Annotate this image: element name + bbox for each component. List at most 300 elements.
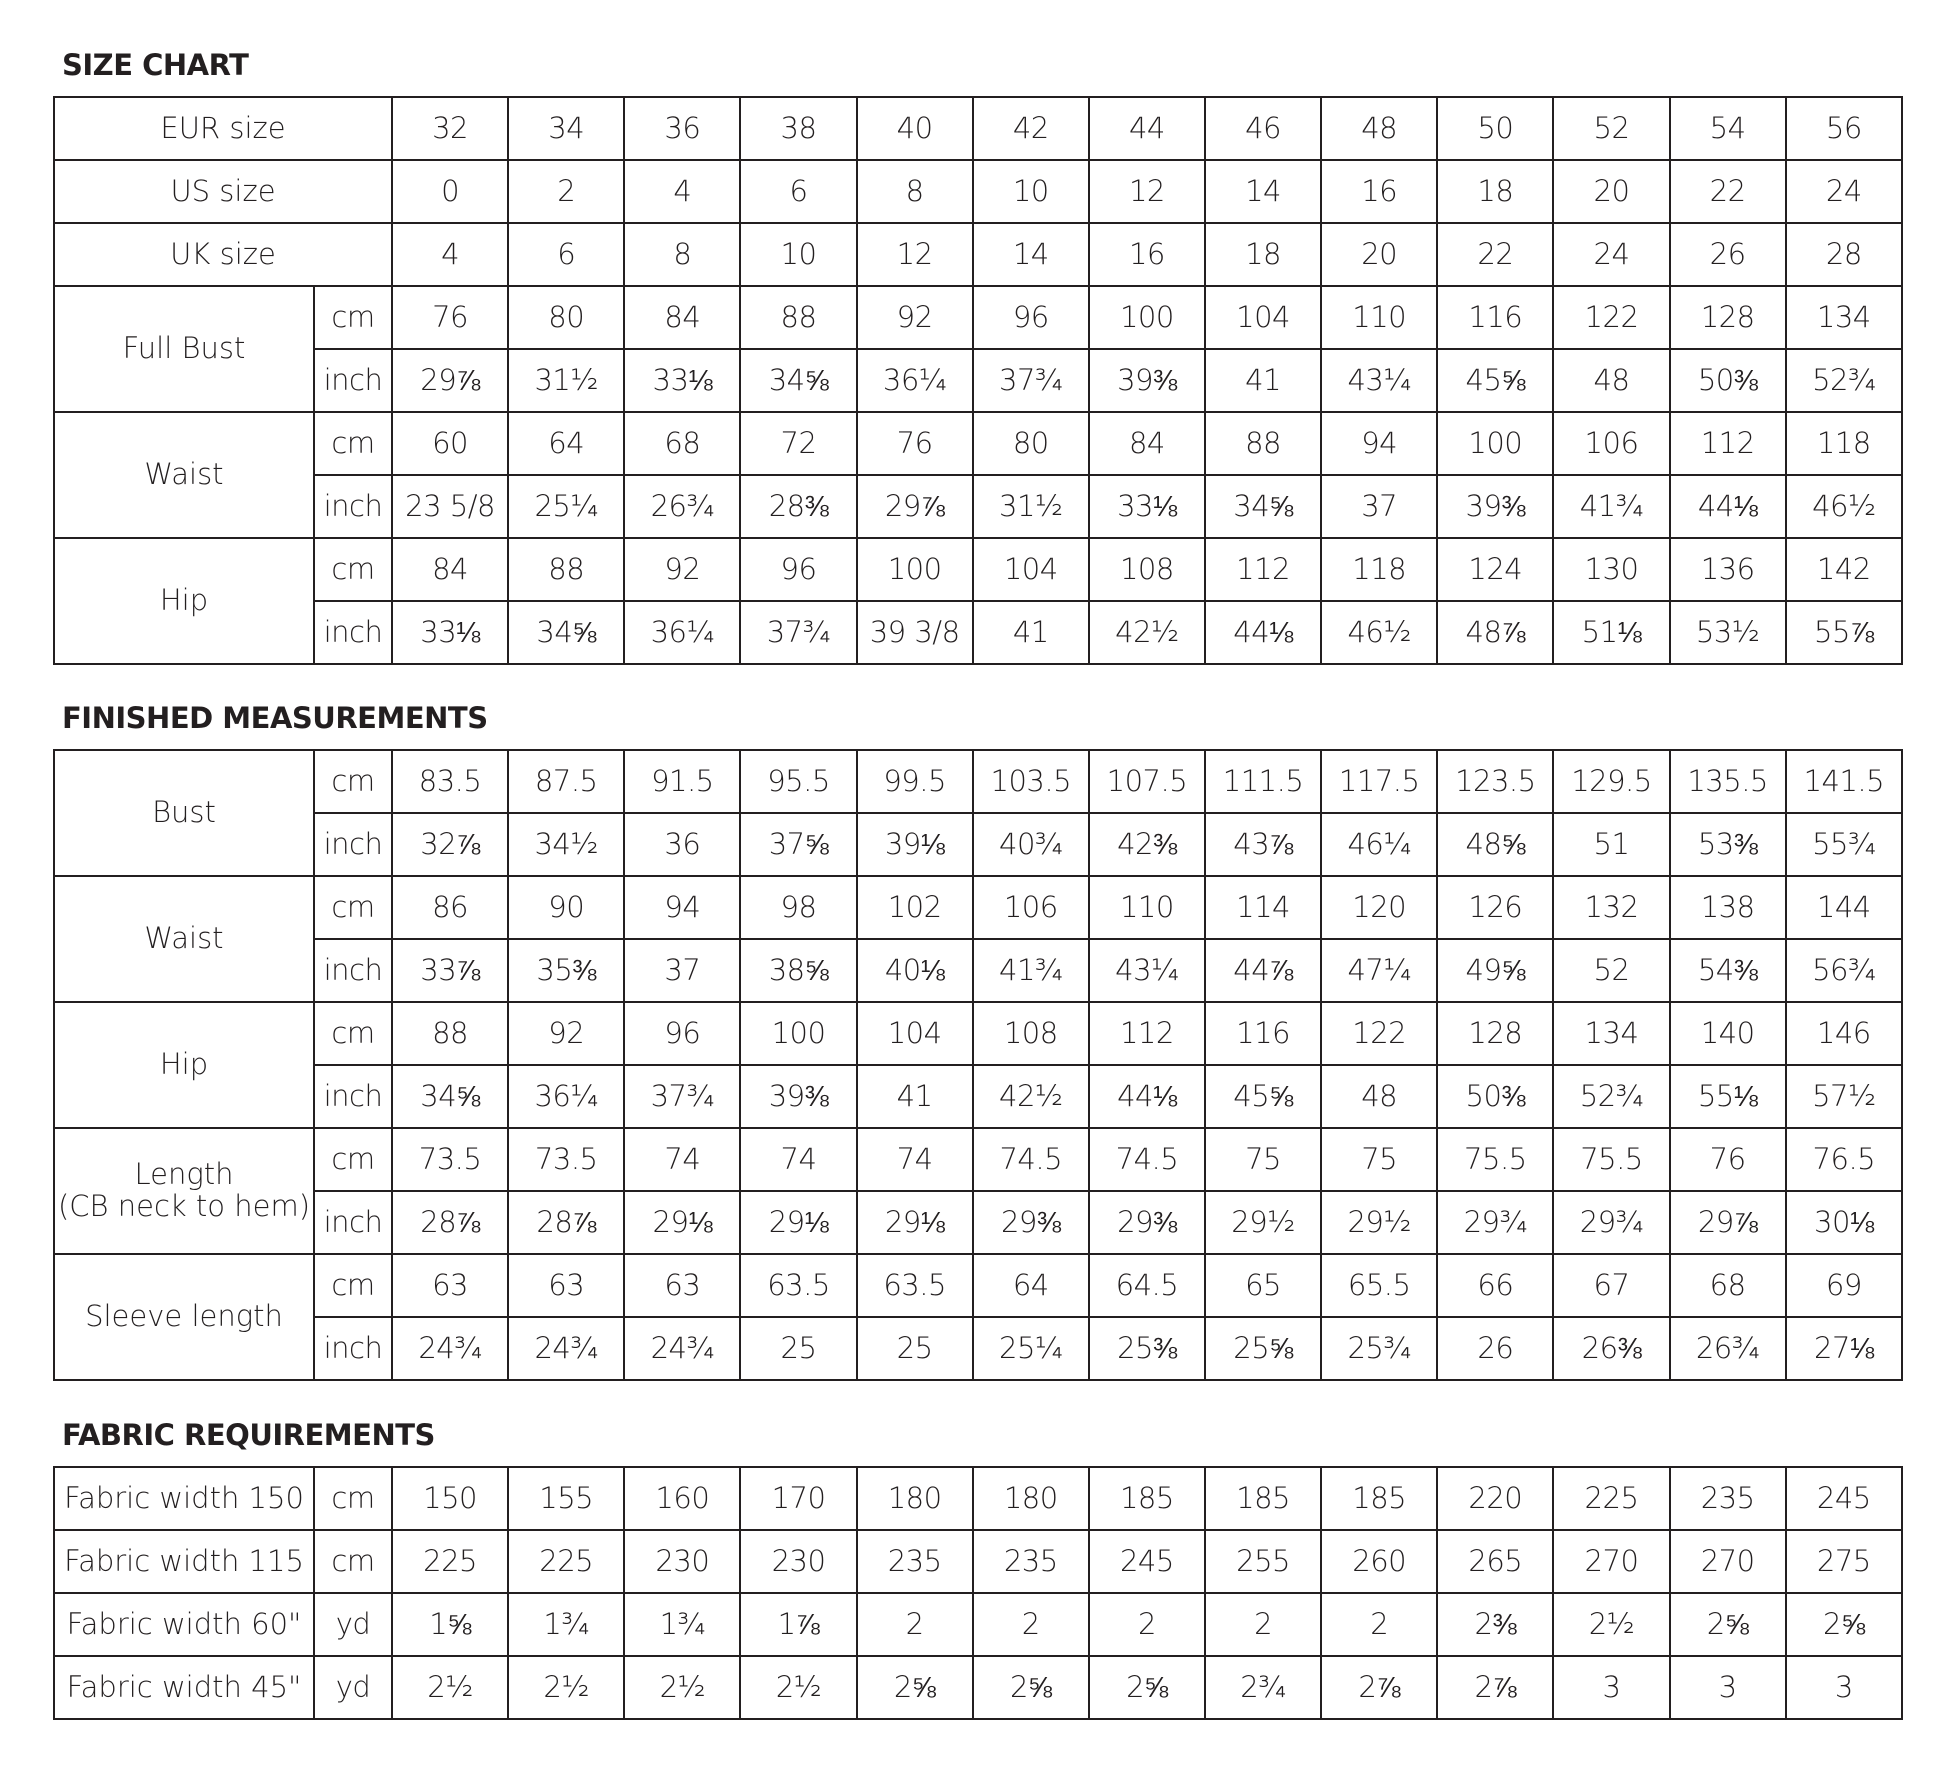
value-cell: 29½ xyxy=(1321,1191,1437,1254)
value-cell: 12 xyxy=(857,223,973,286)
value-cell: 74 xyxy=(740,1128,856,1191)
unit-cell: cm xyxy=(314,538,392,601)
value-cell: 57½ xyxy=(1786,1065,1902,1128)
value-cell: 66 xyxy=(1437,1254,1553,1317)
value-cell: 104 xyxy=(857,1002,973,1065)
measurement-row xyxy=(54,601,1902,664)
value-cell: 56 xyxy=(1786,97,1902,160)
value-cell: 88 xyxy=(392,1002,508,1065)
value-cell: 2½ xyxy=(1553,1593,1669,1656)
value-cell: 52¾ xyxy=(1553,1065,1669,1128)
value-cell: 2 xyxy=(1321,1593,1437,1656)
value-cell: 118 xyxy=(1786,412,1902,475)
value-cell: 38 xyxy=(740,97,856,160)
value-cell: 55⅞ xyxy=(1786,601,1902,664)
value-cell: 2⅝ xyxy=(973,1656,1089,1719)
value-cell: 112 xyxy=(1089,1002,1205,1065)
value-cell: 42 xyxy=(973,97,1089,160)
unit-cell: cm xyxy=(314,1530,392,1593)
value-cell: 24¾ xyxy=(392,1317,508,1380)
fabric-row xyxy=(54,1467,1902,1530)
measurement-label: Hip xyxy=(159,1047,209,1082)
value-cell: 265 xyxy=(1437,1530,1553,1593)
value-cell: 42½ xyxy=(1089,601,1205,664)
measurement-sublabel: (CB neck to hem) xyxy=(57,1189,311,1223)
measurement-label-cell xyxy=(54,1254,314,1380)
value-cell: 225 xyxy=(392,1530,508,1593)
value-cell: 84 xyxy=(392,538,508,601)
value-cell: 25 xyxy=(740,1317,856,1380)
value-cell: 34⅝ xyxy=(508,601,624,664)
fabric-requirements-table xyxy=(53,1466,1903,1720)
value-cell: 74.5 xyxy=(973,1128,1089,1191)
value-cell: 34⅝ xyxy=(740,349,856,412)
value-cell: 45⅝ xyxy=(1205,1065,1321,1128)
value-cell: 95.5 xyxy=(740,750,856,813)
value-cell: 2½ xyxy=(508,1656,624,1719)
value-cell: 2⅝ xyxy=(1670,1593,1786,1656)
value-cell: 8 xyxy=(624,223,740,286)
measurement-label: Bust xyxy=(152,795,216,830)
value-cell: 24¾ xyxy=(508,1317,624,1380)
value-cell: 116 xyxy=(1205,1002,1321,1065)
value-cell: 2⅝ xyxy=(1089,1656,1205,1719)
value-cell: 75 xyxy=(1205,1128,1321,1191)
value-cell: 18 xyxy=(1437,160,1553,223)
value-cell: 88 xyxy=(1205,412,1321,475)
value-cell: 48 xyxy=(1321,97,1437,160)
value-cell: 41 xyxy=(973,601,1089,664)
value-cell: 74 xyxy=(624,1128,740,1191)
value-cell: 65.5 xyxy=(1321,1254,1437,1317)
measurement-label-cell: Full Bust xyxy=(54,286,314,412)
value-cell: 8 xyxy=(857,160,973,223)
value-cell: 0 xyxy=(392,160,508,223)
value-cell: 52¾ xyxy=(1786,349,1902,412)
value-cell: 31½ xyxy=(973,475,1089,538)
value-cell: 2⅞ xyxy=(1321,1656,1437,1719)
value-cell: 74 xyxy=(857,1128,973,1191)
value-cell: 48 xyxy=(1321,1065,1437,1128)
value-cell: 37⅝ xyxy=(740,813,856,876)
value-cell: 41¾ xyxy=(973,939,1089,1002)
value-cell: 118 xyxy=(1321,538,1437,601)
value-cell: 23 5/8 xyxy=(392,475,508,538)
value-cell: 39⅜ xyxy=(740,1065,856,1128)
value-cell: 54⅜ xyxy=(1670,939,1786,1002)
measurement-row xyxy=(54,1128,1902,1191)
value-cell: 122 xyxy=(1553,286,1669,349)
measurement-row xyxy=(54,538,1902,601)
value-cell: 108 xyxy=(973,1002,1089,1065)
measurement-label-cell xyxy=(54,750,314,876)
value-cell: 49⅝ xyxy=(1437,939,1553,1002)
value-cell: 33⅛ xyxy=(1089,475,1205,538)
value-cell: 83.5 xyxy=(392,750,508,813)
size-label-cell: UK size xyxy=(54,223,392,286)
value-cell: 16 xyxy=(1089,223,1205,286)
measurement-label-cell xyxy=(54,1002,314,1128)
value-cell: 14 xyxy=(1205,160,1321,223)
size-row xyxy=(54,223,1902,286)
value-cell: 26 xyxy=(1437,1317,1553,1380)
unit-cell: inch xyxy=(314,939,392,1002)
value-cell: 29⅛ xyxy=(740,1191,856,1254)
value-cell: 76 xyxy=(857,412,973,475)
value-cell: 180 xyxy=(973,1467,1089,1530)
value-cell: 92 xyxy=(624,538,740,601)
value-cell: 10 xyxy=(973,160,1089,223)
value-cell: 32 xyxy=(392,97,508,160)
value-cell: 28⅜ xyxy=(740,475,856,538)
value-cell: 110 xyxy=(1089,876,1205,939)
value-cell: 36¼ xyxy=(508,1065,624,1128)
fabric-label-cell: Fabric width 60" xyxy=(54,1593,314,1656)
value-cell: 185 xyxy=(1321,1467,1437,1530)
value-cell: 155 xyxy=(508,1467,624,1530)
value-cell: 2⅞ xyxy=(1437,1656,1553,1719)
value-cell: 1⅝ xyxy=(392,1593,508,1656)
value-cell: 25¾ xyxy=(1321,1317,1437,1380)
value-cell: 43¼ xyxy=(1321,349,1437,412)
value-cell: 60 xyxy=(392,412,508,475)
value-cell: 50⅜ xyxy=(1670,349,1786,412)
value-cell: 1⅞ xyxy=(740,1593,856,1656)
value-cell: 64.5 xyxy=(1089,1254,1205,1317)
value-cell: 48⅝ xyxy=(1437,813,1553,876)
value-cell: 46½ xyxy=(1321,601,1437,664)
size-chart-body xyxy=(54,97,1902,664)
measurement-label-cell xyxy=(54,1128,314,1254)
value-cell: 76 xyxy=(1670,1128,1786,1191)
measurement-row xyxy=(54,939,1902,1002)
value-cell: 39 3/8 xyxy=(857,601,973,664)
measurement-row xyxy=(54,1065,1902,1128)
value-cell: 128 xyxy=(1437,1002,1553,1065)
size-row xyxy=(54,97,1902,160)
value-cell: 44⅛ xyxy=(1089,1065,1205,1128)
value-cell: 25¼ xyxy=(508,475,624,538)
value-cell: 55¾ xyxy=(1786,813,1902,876)
value-cell: 63.5 xyxy=(857,1254,973,1317)
value-cell: 94 xyxy=(1321,412,1437,475)
value-cell: 100 xyxy=(1089,286,1205,349)
value-cell: 106 xyxy=(1553,412,1669,475)
value-cell: 37¾ xyxy=(973,349,1089,412)
value-cell: 12 xyxy=(1089,160,1205,223)
value-cell: 36¼ xyxy=(624,601,740,664)
value-cell: 102 xyxy=(857,876,973,939)
value-cell: 25⅜ xyxy=(1089,1317,1205,1380)
value-cell: 33⅛ xyxy=(392,601,508,664)
value-cell: 63.5 xyxy=(740,1254,856,1317)
value-cell: 48 xyxy=(1553,349,1669,412)
value-cell: 32⅞ xyxy=(392,813,508,876)
value-cell: 2 xyxy=(1089,1593,1205,1656)
value-cell: 96 xyxy=(740,538,856,601)
value-cell: 26¾ xyxy=(624,475,740,538)
finished-measurements-table xyxy=(53,749,1903,1381)
value-cell: 270 xyxy=(1670,1530,1786,1593)
measurement-row xyxy=(54,349,1902,412)
value-cell: 235 xyxy=(973,1530,1089,1593)
fabric-requirements-body xyxy=(54,1467,1902,1719)
value-cell: 37¾ xyxy=(624,1065,740,1128)
value-cell: 10 xyxy=(740,223,856,286)
unit-cell: cm xyxy=(314,1467,392,1530)
value-cell: 29⅜ xyxy=(973,1191,1089,1254)
value-cell: 4 xyxy=(624,160,740,223)
value-cell: 123.5 xyxy=(1437,750,1553,813)
value-cell: 104 xyxy=(973,538,1089,601)
value-cell: 92 xyxy=(508,1002,624,1065)
value-cell: 63 xyxy=(508,1254,624,1317)
value-cell: 29⅞ xyxy=(392,349,508,412)
value-cell: 28⅞ xyxy=(508,1191,624,1254)
value-cell: 3 xyxy=(1553,1656,1669,1719)
value-cell: 74.5 xyxy=(1089,1128,1205,1191)
value-cell: 160 xyxy=(624,1467,740,1530)
value-cell: 45⅝ xyxy=(1437,349,1553,412)
value-cell: 64 xyxy=(508,412,624,475)
measurement-label-cell xyxy=(54,876,314,1002)
fabric-label-cell: Fabric width 150 xyxy=(54,1467,314,1530)
finished-measurements-title: FINISHED MEASUREMENTS xyxy=(62,701,488,735)
value-cell: 33⅞ xyxy=(392,939,508,1002)
unit-cell: inch xyxy=(314,601,392,664)
value-cell: 39⅛ xyxy=(857,813,973,876)
measurement-row xyxy=(54,813,1902,876)
value-cell: 37 xyxy=(624,939,740,1002)
fabric-label-cell: Fabric width 115 xyxy=(54,1530,314,1593)
value-cell: 29⅛ xyxy=(857,1191,973,1254)
value-cell: 75.5 xyxy=(1437,1128,1553,1191)
unit-cell: cm xyxy=(314,1254,392,1317)
value-cell: 225 xyxy=(1553,1467,1669,1530)
value-cell: 20 xyxy=(1553,160,1669,223)
value-cell: 4 xyxy=(392,223,508,286)
value-cell: 138 xyxy=(1670,876,1786,939)
value-cell: 46¼ xyxy=(1321,813,1437,876)
value-cell: 142 xyxy=(1786,538,1902,601)
value-cell: 34⅝ xyxy=(392,1065,508,1128)
unit-cell: yd xyxy=(314,1656,392,1719)
value-cell: 170 xyxy=(740,1467,856,1530)
value-cell: 86 xyxy=(392,876,508,939)
value-cell: 42½ xyxy=(973,1065,1089,1128)
value-cell: 44⅛ xyxy=(1205,601,1321,664)
value-cell: 29⅞ xyxy=(1670,1191,1786,1254)
value-cell: 1¾ xyxy=(624,1593,740,1656)
value-cell: 114 xyxy=(1205,876,1321,939)
value-cell: 100 xyxy=(857,538,973,601)
value-cell: 100 xyxy=(740,1002,856,1065)
value-cell: 6 xyxy=(740,160,856,223)
value-cell: 129.5 xyxy=(1553,750,1669,813)
value-cell: 2½ xyxy=(624,1656,740,1719)
value-cell: 84 xyxy=(1089,412,1205,475)
value-cell: 63 xyxy=(624,1254,740,1317)
value-cell: 24¾ xyxy=(624,1317,740,1380)
value-cell: 220 xyxy=(1437,1467,1553,1530)
value-cell: 98 xyxy=(740,876,856,939)
value-cell: 260 xyxy=(1321,1530,1437,1593)
value-cell: 44⅛ xyxy=(1670,475,1786,538)
value-cell: 46 xyxy=(1205,97,1321,160)
unit-cell: yd xyxy=(314,1593,392,1656)
value-cell: 96 xyxy=(973,286,1089,349)
unit-cell: cm xyxy=(314,1128,392,1191)
value-cell: 50⅜ xyxy=(1437,1065,1553,1128)
value-cell: 46½ xyxy=(1786,475,1902,538)
value-cell: 39⅜ xyxy=(1437,475,1553,538)
value-cell: 130 xyxy=(1553,538,1669,601)
value-cell: 24 xyxy=(1553,223,1669,286)
value-cell: 39⅜ xyxy=(1089,349,1205,412)
value-cell: 128 xyxy=(1670,286,1786,349)
unit-cell: inch xyxy=(314,1317,392,1380)
measurement-row xyxy=(54,475,1902,538)
value-cell: 135.5 xyxy=(1670,750,1786,813)
value-cell: 41 xyxy=(857,1065,973,1128)
value-cell: 76.5 xyxy=(1786,1128,1902,1191)
value-cell: 134 xyxy=(1786,286,1902,349)
measurement-label-cell: Hip xyxy=(54,538,314,664)
value-cell: 75 xyxy=(1321,1128,1437,1191)
value-cell: 76 xyxy=(392,286,508,349)
value-cell: 40¾ xyxy=(973,813,1089,876)
value-cell: 2 xyxy=(973,1593,1089,1656)
value-cell: 120 xyxy=(1321,876,1437,939)
value-cell: 41 xyxy=(1205,349,1321,412)
value-cell: 146 xyxy=(1786,1002,1902,1065)
value-cell: 34½ xyxy=(508,813,624,876)
size-row xyxy=(54,160,1902,223)
size-label-cell: US size xyxy=(54,160,392,223)
value-cell: 52 xyxy=(1553,97,1669,160)
value-cell: 31½ xyxy=(508,349,624,412)
value-cell: 275 xyxy=(1786,1530,1902,1593)
value-cell: 27⅛ xyxy=(1786,1317,1902,1380)
value-cell: 3 xyxy=(1786,1656,1902,1719)
unit-cell: cm xyxy=(314,412,392,475)
value-cell: 53½ xyxy=(1670,601,1786,664)
value-cell: 53⅜ xyxy=(1670,813,1786,876)
unit-cell: cm xyxy=(314,286,392,349)
measurement-label: Sleeve length xyxy=(85,1299,283,1334)
value-cell: 73.5 xyxy=(508,1128,624,1191)
value-cell: 54 xyxy=(1670,97,1786,160)
value-cell: 72 xyxy=(740,412,856,475)
value-cell: 87.5 xyxy=(508,750,624,813)
value-cell: 116 xyxy=(1437,286,1553,349)
value-cell: 44 xyxy=(1089,97,1205,160)
value-cell: 180 xyxy=(857,1467,973,1530)
value-cell: 90 xyxy=(508,876,624,939)
value-cell: 40 xyxy=(857,97,973,160)
value-cell: 107.5 xyxy=(1089,750,1205,813)
value-cell: 6 xyxy=(508,223,624,286)
value-cell: 73.5 xyxy=(392,1128,508,1191)
value-cell: 150 xyxy=(392,1467,508,1530)
value-cell: 245 xyxy=(1089,1530,1205,1593)
measurement-label: Waist xyxy=(144,921,224,956)
value-cell: 29½ xyxy=(1205,1191,1321,1254)
value-cell: 2 xyxy=(508,160,624,223)
value-cell: 48⅞ xyxy=(1437,601,1553,664)
value-cell: 235 xyxy=(857,1530,973,1593)
value-cell: 26¾ xyxy=(1670,1317,1786,1380)
value-cell: 2⅝ xyxy=(1786,1593,1902,1656)
value-cell: 56¾ xyxy=(1786,939,1902,1002)
value-cell: 2⅜ xyxy=(1437,1593,1553,1656)
value-cell: 65 xyxy=(1205,1254,1321,1317)
value-cell: 44⅞ xyxy=(1205,939,1321,1002)
measurement-row xyxy=(54,412,1902,475)
fabric-requirements-title: FABRIC REQUIREMENTS xyxy=(62,1418,435,1452)
value-cell: 16 xyxy=(1321,160,1437,223)
measurement-row xyxy=(54,1191,1902,1254)
unit-cell: cm xyxy=(314,1002,392,1065)
value-cell: 29⅛ xyxy=(624,1191,740,1254)
value-cell: 51⅛ xyxy=(1553,601,1669,664)
value-cell: 25 xyxy=(857,1317,973,1380)
unit-cell: cm xyxy=(314,876,392,939)
value-cell: 43¼ xyxy=(1089,939,1205,1002)
value-cell: 29⅜ xyxy=(1089,1191,1205,1254)
unit-cell: inch xyxy=(314,1065,392,1128)
value-cell: 230 xyxy=(740,1530,856,1593)
value-cell: 100 xyxy=(1437,412,1553,475)
value-cell: 99.5 xyxy=(857,750,973,813)
value-cell: 51 xyxy=(1553,813,1669,876)
value-cell: 235 xyxy=(1670,1467,1786,1530)
fabric-row xyxy=(54,1593,1902,1656)
value-cell: 141.5 xyxy=(1786,750,1902,813)
fabric-row xyxy=(54,1530,1902,1593)
value-cell: 136 xyxy=(1670,538,1786,601)
value-cell: 106 xyxy=(973,876,1089,939)
value-cell: 2¾ xyxy=(1205,1656,1321,1719)
value-cell: 92 xyxy=(857,286,973,349)
value-cell: 68 xyxy=(624,412,740,475)
value-cell: 111.5 xyxy=(1205,750,1321,813)
value-cell: 52 xyxy=(1553,939,1669,1002)
value-cell: 40⅛ xyxy=(857,939,973,1002)
value-cell: 50 xyxy=(1437,97,1553,160)
size-chart-title: SIZE CHART xyxy=(62,48,249,82)
value-cell: 28⅞ xyxy=(392,1191,508,1254)
value-cell: 29¾ xyxy=(1437,1191,1553,1254)
value-cell: 103.5 xyxy=(973,750,1089,813)
value-cell: 25⅝ xyxy=(1205,1317,1321,1380)
value-cell: 35⅜ xyxy=(508,939,624,1002)
value-cell: 2 xyxy=(857,1593,973,1656)
measurement-row xyxy=(54,876,1902,939)
value-cell: 255 xyxy=(1205,1530,1321,1593)
value-cell: 225 xyxy=(508,1530,624,1593)
value-cell: 68 xyxy=(1670,1254,1786,1317)
value-cell: 42⅜ xyxy=(1089,813,1205,876)
value-cell: 24 xyxy=(1786,160,1902,223)
value-cell: 29⅞ xyxy=(857,475,973,538)
measurement-label-cell: Waist xyxy=(54,412,314,538)
measurement-row xyxy=(54,286,1902,349)
value-cell: 117.5 xyxy=(1321,750,1437,813)
finished-measurements-body xyxy=(54,750,1902,1380)
value-cell: 110 xyxy=(1321,286,1437,349)
fabric-row xyxy=(54,1656,1902,1719)
